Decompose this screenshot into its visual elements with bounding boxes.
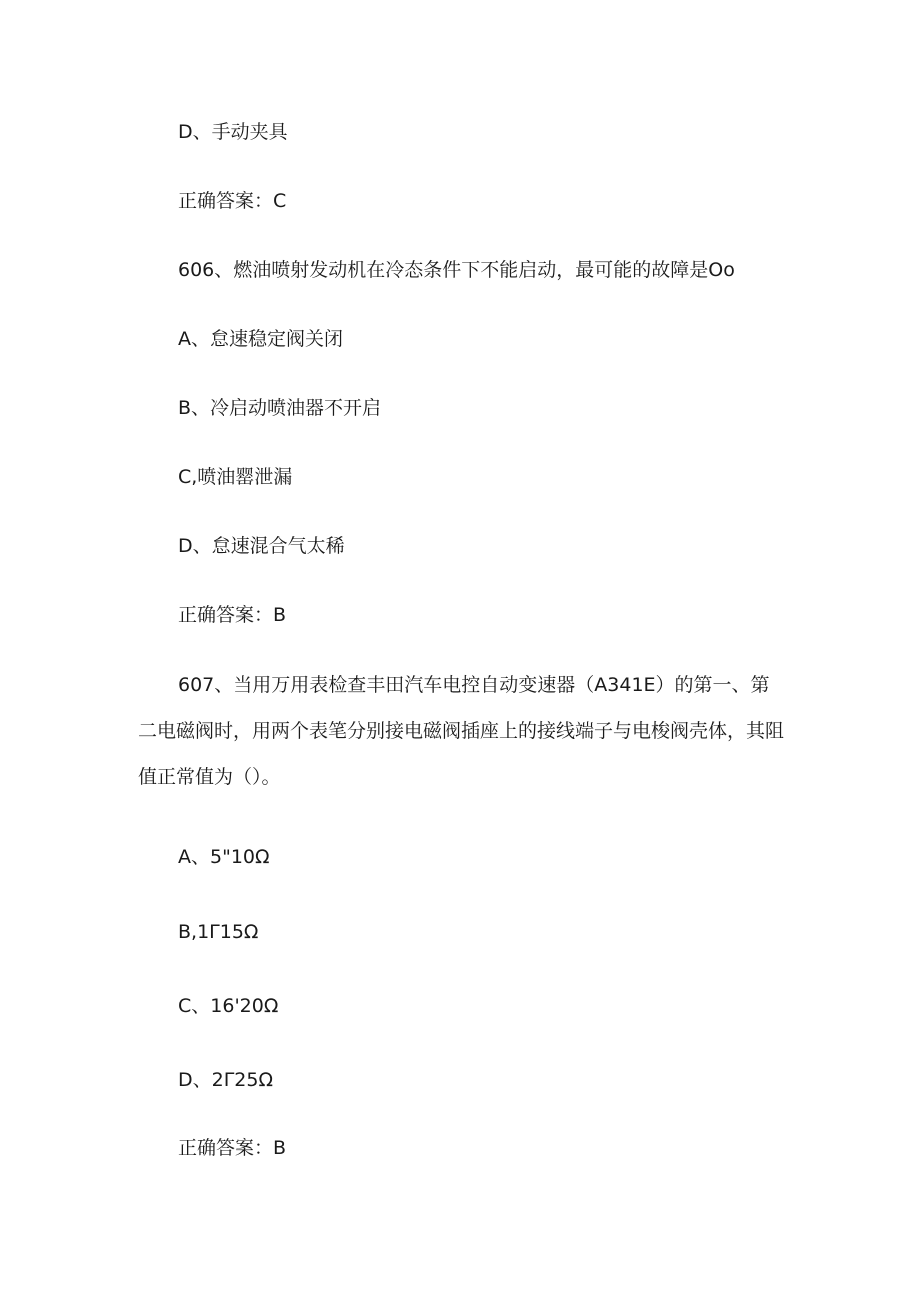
q606-option-c: C,喷油罂泄漏 bbox=[178, 466, 293, 488]
q606-question: 606、燃油喷射发动机在冷态条件下不能启动，最可能的故障是Oo bbox=[178, 259, 735, 281]
q607-option-b: B,1Γ15Ω bbox=[178, 921, 259, 943]
q607-question bbox=[138, 662, 788, 800]
q607-option-d: D、2Γ25Ω bbox=[178, 1069, 274, 1091]
q605-option-d: D、手动夹具 bbox=[178, 121, 288, 143]
q606-answer: 正确答案：B bbox=[178, 604, 287, 626]
q607-answer: 正确答案：B bbox=[178, 1137, 287, 1159]
q607-question-text: 607、当用万用表检查丰田汽车电控自动变速器（A341E）的第一、第二电磁阀时，用两个表笔分别接电磁阀插座上的接线端子与电梭阀壳体，其阻值正常值为（）。 bbox=[138, 674, 785, 788]
q606-option-d: D、怠速混合气太稀 bbox=[178, 535, 345, 557]
q607-option-c: C、16'20Ω bbox=[178, 995, 279, 1017]
q605-answer: 正确答案：C bbox=[178, 190, 287, 212]
q606-option-b: B、冷启动喷油器不开启 bbox=[178, 397, 382, 419]
q606-option-a: A、怠速稳定阀关闭 bbox=[178, 328, 343, 350]
q607-option-a: A、5"10Ω bbox=[178, 846, 270, 868]
